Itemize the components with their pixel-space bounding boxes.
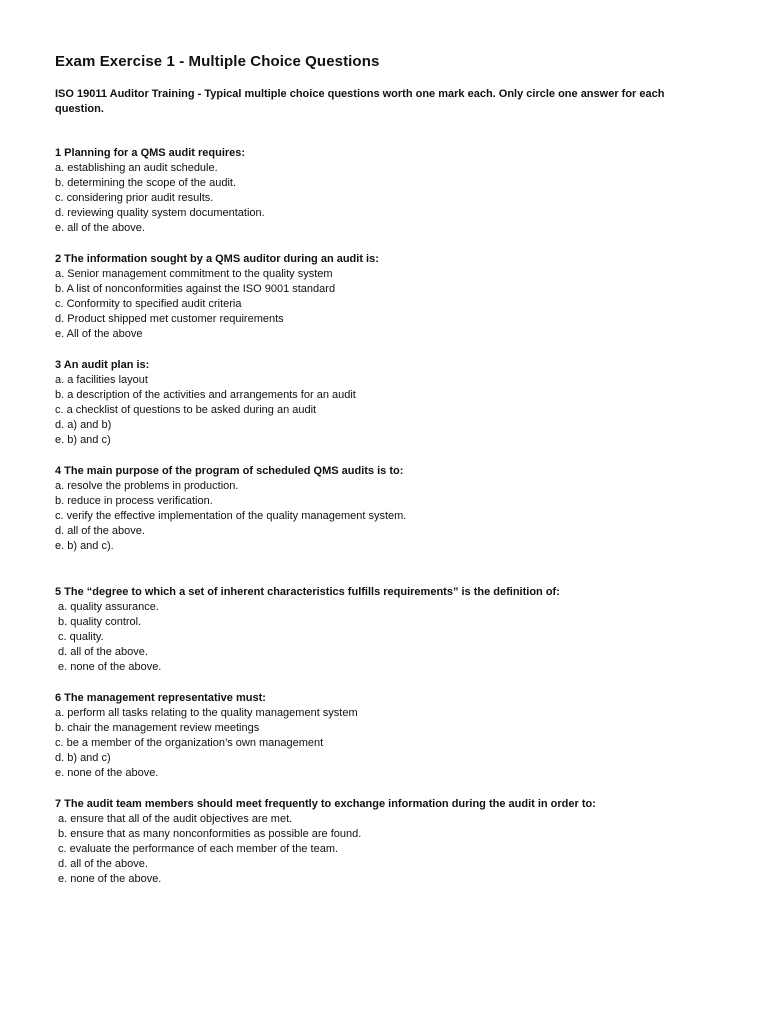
question-6 xyxy=(55,691,715,781)
answer-option: b. determining the scope of the audit. xyxy=(55,177,237,189)
answer-option: c. considering prior audit results. xyxy=(55,192,214,204)
answer-option: b. a description of the activities and arrangements for an audit xyxy=(55,389,356,401)
answer-option: b. quality control. xyxy=(58,616,142,628)
answer-option: a. Senior management commitment to the quality system xyxy=(55,268,333,280)
answer-option: d. a) and b) xyxy=(55,419,112,431)
answer-option: a. quality assurance. xyxy=(58,601,159,613)
answer-option: b. A list of nonconformities against the ISO 9001 standard xyxy=(55,283,336,295)
question-text: 6 The management representative must: xyxy=(55,692,266,704)
answer-option: d. reviewing quality system documentation. xyxy=(55,207,265,219)
answer-option: c. evaluate the performance of each member of the team. xyxy=(58,843,339,855)
question-text: 5 The “degree to which a set of inherent characteristics fulfills requirements” is the definition of: xyxy=(55,586,560,598)
answer-option: c. verify the effective implementation of the quality management system. xyxy=(55,510,407,522)
answer-option: c. Conformity to specified audit criteria xyxy=(55,298,242,310)
answer-option: c. quality. xyxy=(58,631,104,643)
answer-option: b. ensure that as many nonconformities as possible are found. xyxy=(58,828,362,840)
question-text: 4 The main purpose of the program of scheduled QMS audits is to: xyxy=(55,465,404,477)
answer-option: b. reduce in process verification. xyxy=(55,495,213,507)
question-3 xyxy=(55,358,715,448)
answer-option: d. Product shipped met customer requirements xyxy=(55,313,284,325)
instructions: ISO 19011 Auditor Training - Typical multiple choice questions worth one mark each. Only circle one answer for each question. xyxy=(55,88,665,115)
answer-option: e. none of the above. xyxy=(58,873,162,885)
answer-option: a. perform all tasks relating to the quality management system xyxy=(55,707,358,719)
question-text: 1 Planning for a QMS audit requires: xyxy=(55,147,246,159)
answer-option: d. all of the above. xyxy=(58,858,148,870)
answer-option: b. chair the management review meetings xyxy=(55,722,260,734)
document-page xyxy=(55,52,715,887)
answer-option: e. none of the above. xyxy=(55,767,159,779)
answer-option: a. ensure that all of the audit objectives are met. xyxy=(58,813,293,825)
page-title: Exam Exercise 1 - Multiple Choice Questions xyxy=(55,53,380,70)
answer-option: a. resolve the problems in production. xyxy=(55,480,239,492)
question-text: 7 The audit team members should meet frequently to exchange information during the audit in order to: xyxy=(55,798,596,810)
question-5 xyxy=(55,585,715,675)
answer-option: a. establishing an audit schedule. xyxy=(55,162,218,174)
answer-option: a. a facilities layout xyxy=(55,374,148,386)
answer-option: d. all of the above. xyxy=(55,525,145,537)
answer-option: d. b) and c) xyxy=(55,752,111,764)
question-text: 3 An audit plan is: xyxy=(55,359,150,371)
answer-option: e. all of the above. xyxy=(55,222,145,234)
question-2 xyxy=(55,252,715,342)
answer-option: e. none of the above. xyxy=(58,661,162,673)
answer-option: d. all of the above. xyxy=(58,646,148,658)
question-1 xyxy=(55,146,715,236)
answer-option: c. be a member of the organization’s own management xyxy=(55,737,324,749)
answer-option: e. All of the above xyxy=(55,328,143,340)
question-7 xyxy=(55,797,715,887)
answer-option: e. b) and c) xyxy=(55,434,111,446)
answer-option: e. b) and c). xyxy=(55,540,114,552)
question-text: 2 The information sought by a QMS auditor during an audit is: xyxy=(55,253,379,265)
question-4 xyxy=(55,464,715,554)
answer-option: c. a checklist of questions to be asked during an audit xyxy=(55,404,317,416)
